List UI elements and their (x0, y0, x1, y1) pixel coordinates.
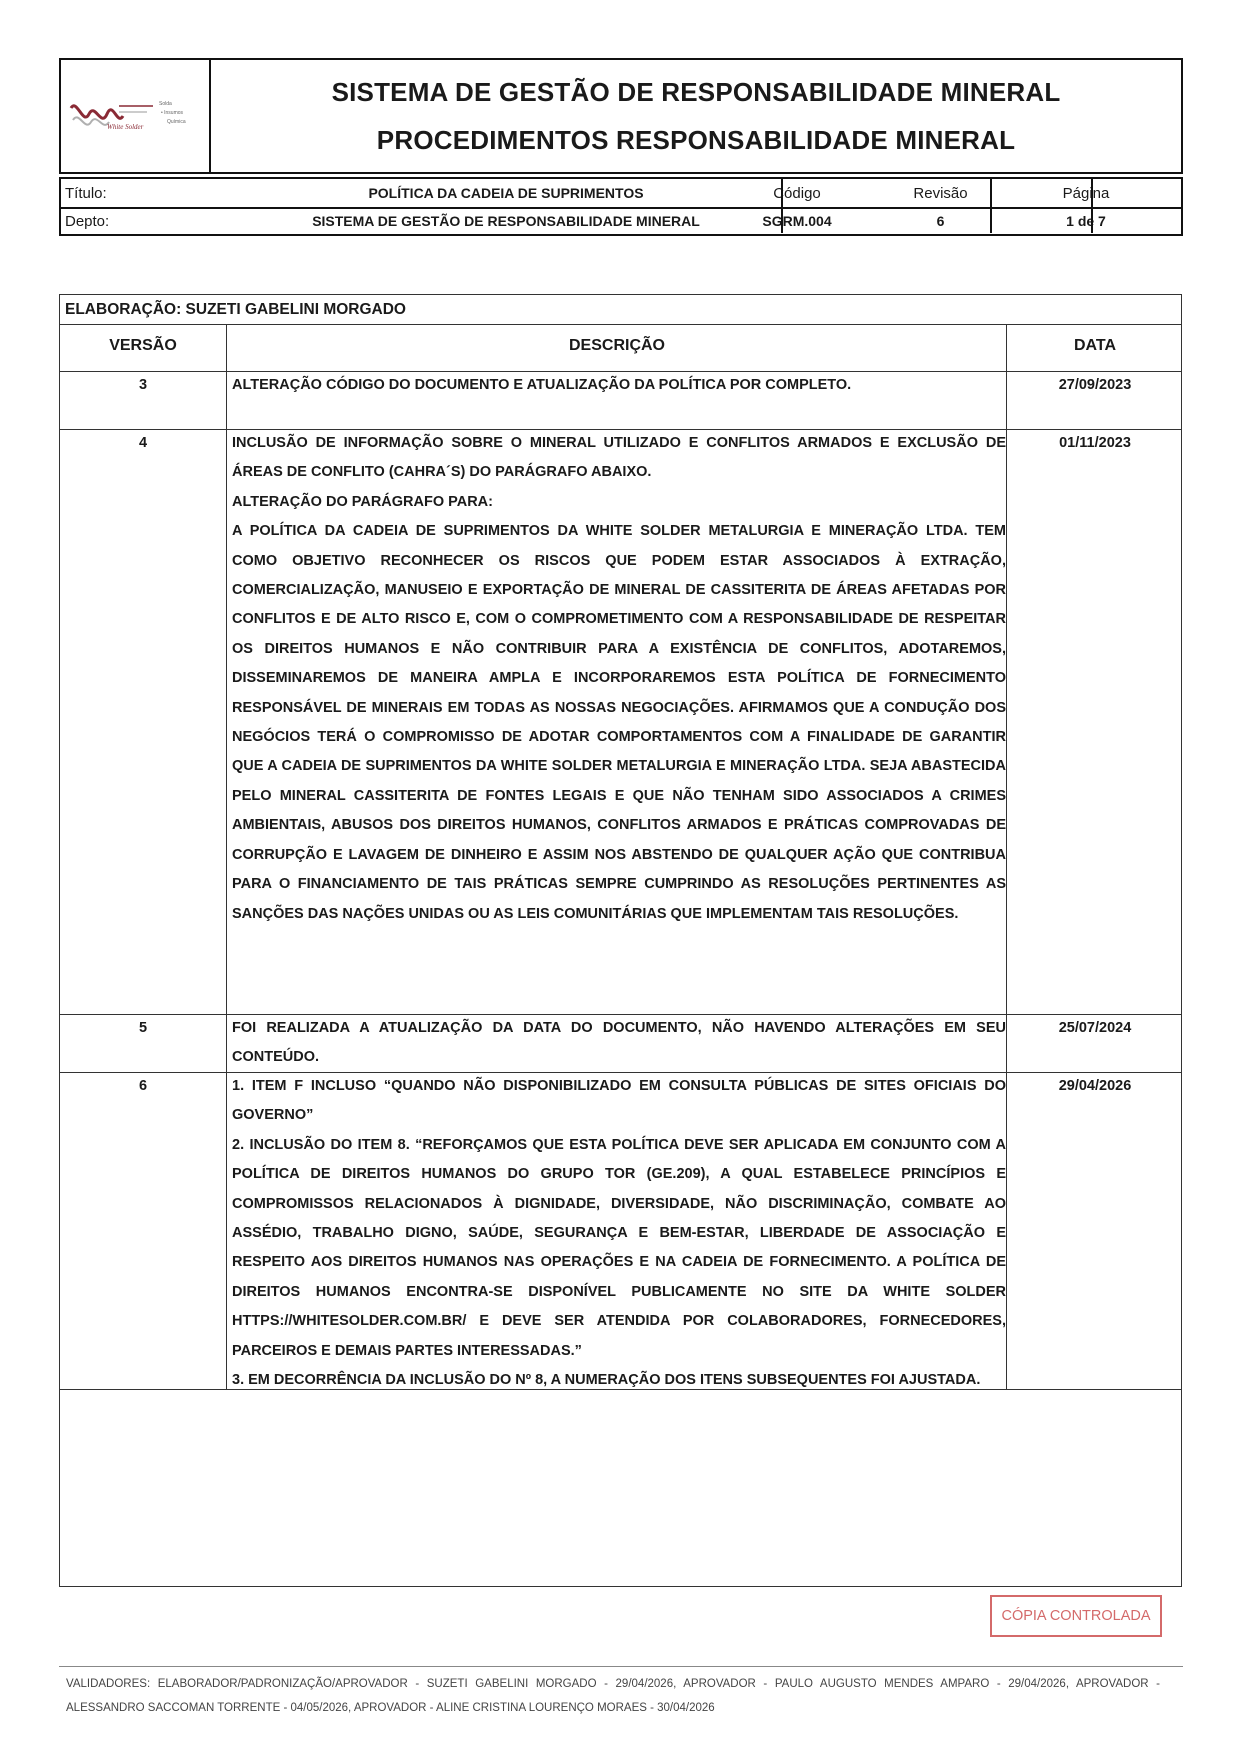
revision-table (59, 294, 1182, 1587)
row-version: 3 (138, 377, 148, 393)
row-description (232, 1014, 1006, 1073)
row-description (232, 371, 1006, 400)
divider (60, 1389, 1181, 1390)
pagina-label: Página (1062, 185, 1110, 202)
description-paragraph: A POLÍTICA DA CADEIA DE SUPRIMENTOS DA WHITE SOLDER METALURGIA E MINERAÇÃO LTDA. TEM COMO OBJETIVO RECONHECER OS RISCOS QUE PODEM ESTAR ASSOCIADOS À EXTRAÇÃO, COMERCIALIZAÇÃO, MANUSEIO E EXPORTAÇÃO DE MINERAL DE CASSITERITA DE ÁREAS AFETADAS POR CONFLITOS E DE ALTO RISCO E, COM O COMPROMETIMENTO COM A RESPONSABILIDADE DE RESPEITAR OS DIREITOS HUMANOS E NÃO CONTRIBUIR PARA A EXISTÊNCIA DE CONFLITOS, ADOTAREMOS, DISSEMINAREMOS DE MANEIRA AMPLA E INCORPORAREMOS ESTA POLÍTICA DE FORNECIMENTO RESPONSÁVEL DE MINERAIS EM TODAS AS NOSSAS NEGOCIAÇÕES. AFIRMAMOS QUE A CONDUÇÃO DOS NEGÓCIOS TERÁ O COMPROMISSO DE ADOTAR COMPORTAMENTOS COM A FINALIDADE DE GARANTIR QUE A CADEIA DE SUPRIMENTOS DA WHITE SOLDER METALURGIA E MINERAÇÃO LTDA. SEJA ABASTECIDA PELO MINERAL CASSITERITA DE FONTES LEGAIS E QUE NÃO TENHAM SIDO ASSOCIADOS A CRIMES AMBIENTAIS, ABUSOS DOS DIREITOS HUMANOS, CONFLITOS ARMADOS E PRÁTICAS COMPROVADAS DE CORRUPÇÃO E LAVAGEM DE DINHEIRO E ASSIM NOS ABSTENDO DE QUALQUER AÇÃO QUE CONTRIBUA PARA O FINANCIAMENTO DE TAIS PRÁTICAS SEMPRE CUMPRINDO AS RESOLUÇÕES PERTINENTES AS SANÇÕES DAS NAÇÕES UNIDAS OU AS LEIS COMUNITÁRIAS QUE IMPLEMENTAM TAIS RESOLUÇÕES. (232, 523, 1006, 922)
description-paragraph: 1. ITEM F INCLUSO “QUANDO NÃO DISPONIBILIZADO EM CONSULTA PÚBLICAS DE SITES OFICIAIS DO GOVERNO” (232, 1078, 1006, 1124)
document-meta (59, 177, 1183, 236)
svg-text:Solda: Solda (159, 101, 172, 107)
company-logo (61, 60, 211, 172)
company-logo-icon (67, 96, 203, 136)
row-date: 29/04/2026 (1058, 1078, 1132, 1094)
description-paragraph: INCLUSÃO DE INFORMAÇÃO SOBRE O MINERAL UTILIZADO E CONFLITOS ARMADOS E EXCLUSÃO DE ÁREAS DE CONFLITO (CAHRA´S) DO PARÁGRAFO ABAIXO. (232, 435, 1006, 481)
row-description (232, 429, 1006, 929)
system-title: SISTEMA DE GESTÃO DE RESPONSABILIDADE MINERAL (331, 76, 1061, 107)
description-paragraph: 3. EM DECORRÊNCIA DA INCLUSÃO DO Nº 8, A NUMERAÇÃO DOS ITENS SUBSEQUENTES FOI AJUSTADA. (232, 1372, 981, 1389)
controlled-copy-stamp: CÓPIA CONTROLADA (990, 1595, 1162, 1637)
row-date: 27/09/2023 (1058, 377, 1132, 393)
description-paragraph: ALTERAÇÃO DO PARÁGRAFO PARA: (232, 493, 493, 510)
depto-value: SISTEMA DE GESTÃO DE RESPONSABILIDADE MINERAL (312, 213, 700, 229)
elaboracao-label: ELABORAÇÃO: SUZETI GABELINI MORGADO (65, 301, 406, 318)
description-paragraph: ALTERAÇÃO CÓDIGO DO DOCUMENTO E ATUALIZAÇÃO DA POLÍTICA POR COMPLETO. (232, 377, 852, 393)
validators-footer: VALIDADORES: ELABORADOR/PADRONIZAÇÃO/APROVADOR - SUZETI GABELINI MORGADO - 29/04/2026, APROVADOR - PAULO AUGUSTO MENDES AMPARO - 29/04/2026, APROVADOR - ALESSANDRO SACCOMAN TORRENTE - 04/05/2026, APROVADOR - ALINE CRISTINA LOURENÇO MORAES - 30/04/2026 (66, 1678, 1160, 1714)
divider (226, 324, 227, 1389)
divider (1091, 179, 1093, 233)
divider (990, 179, 992, 233)
procedures-title: PROCEDIMENTOS RESPONSABILIDADE MINERAL (376, 124, 1016, 155)
divider (781, 179, 783, 233)
header-data: DATA (1073, 337, 1117, 354)
divider (60, 324, 1181, 325)
row-date: 01/11/2023 (1059, 435, 1131, 451)
document-header (59, 58, 1183, 174)
svg-text:Química: Química (167, 119, 186, 125)
footer-divider (59, 1666, 1183, 1667)
codigo-label: Código (773, 185, 821, 202)
svg-text:White Solder: White Solder (107, 123, 144, 131)
codigo-value: SGRM.004 (762, 213, 832, 229)
row-date: 25/07/2024 (1058, 1020, 1132, 1036)
header-versao: VERSÃO (109, 337, 177, 354)
titulo-label: Título: (65, 185, 107, 202)
header-descricao: DESCRIÇÃO (568, 337, 665, 354)
description-paragraph: 2. INCLUSÃO DO ITEM 8. “REFORÇAMOS QUE ESTA POLÍTICA DEVE SER APLICADA EM CONJUNTO COM A POLÍTICA DE DIREITOS HUMANOS DO GRUPO TOR (GE.209), A QUAL ESTABELECE PRINCÍPIOS E COMPROMISSOS RELACIONADOS À DIGNIDADE, DIVERSIDADE, NÃO DISCRIMINAÇÃO, COMBATE AO ASSÉDIO, TRABALHO DIGNO, SAÚDE, SEGURANÇA E BEM-ESTAR, LIBERDADE DE ASSOCIAÇÃO E RESPEITO AOS DIREITOS HUMANOS NAS OPERAÇÕES E NA CADEIA DE FORNECIMENTO. A POLÍTICA DE DIREITOS HUMANOS ENCONTRA-SE DISPONÍVEL PUBLICAMENTE NO SITE DA WHITE SOLDER HTTPS://WHITESOLDER.COM.BR/ E DEVE SER ATENDIDA POR COLABORADORES, FORNECEDORES, PARCEIROS E DEMAIS PARTES INTERESSADAS.” (232, 1136, 1006, 1359)
titulo-value: POLÍTICA DA CADEIA DE SUPRIMENTOS (368, 185, 644, 201)
divider (1006, 324, 1007, 1389)
row-description (232, 1072, 1006, 1395)
revisao-label: Revisão (913, 185, 968, 202)
row-version: 6 (138, 1078, 148, 1094)
description-paragraph: FOI REALIZADA A ATUALIZAÇÃO DA DATA DO DOCUMENTO, NÃO HAVENDO ALTERAÇÕES EM SEU CONTEÚDO. (232, 1020, 1006, 1066)
pagina-value: 1 de 7 (1066, 213, 1106, 229)
revisao-value: 6 (936, 213, 945, 229)
row-version: 5 (138, 1020, 148, 1036)
svg-text:• Insumos: • Insumos (161, 110, 184, 116)
row-version: 4 (138, 435, 148, 451)
depto-label: Depto: (65, 213, 110, 230)
